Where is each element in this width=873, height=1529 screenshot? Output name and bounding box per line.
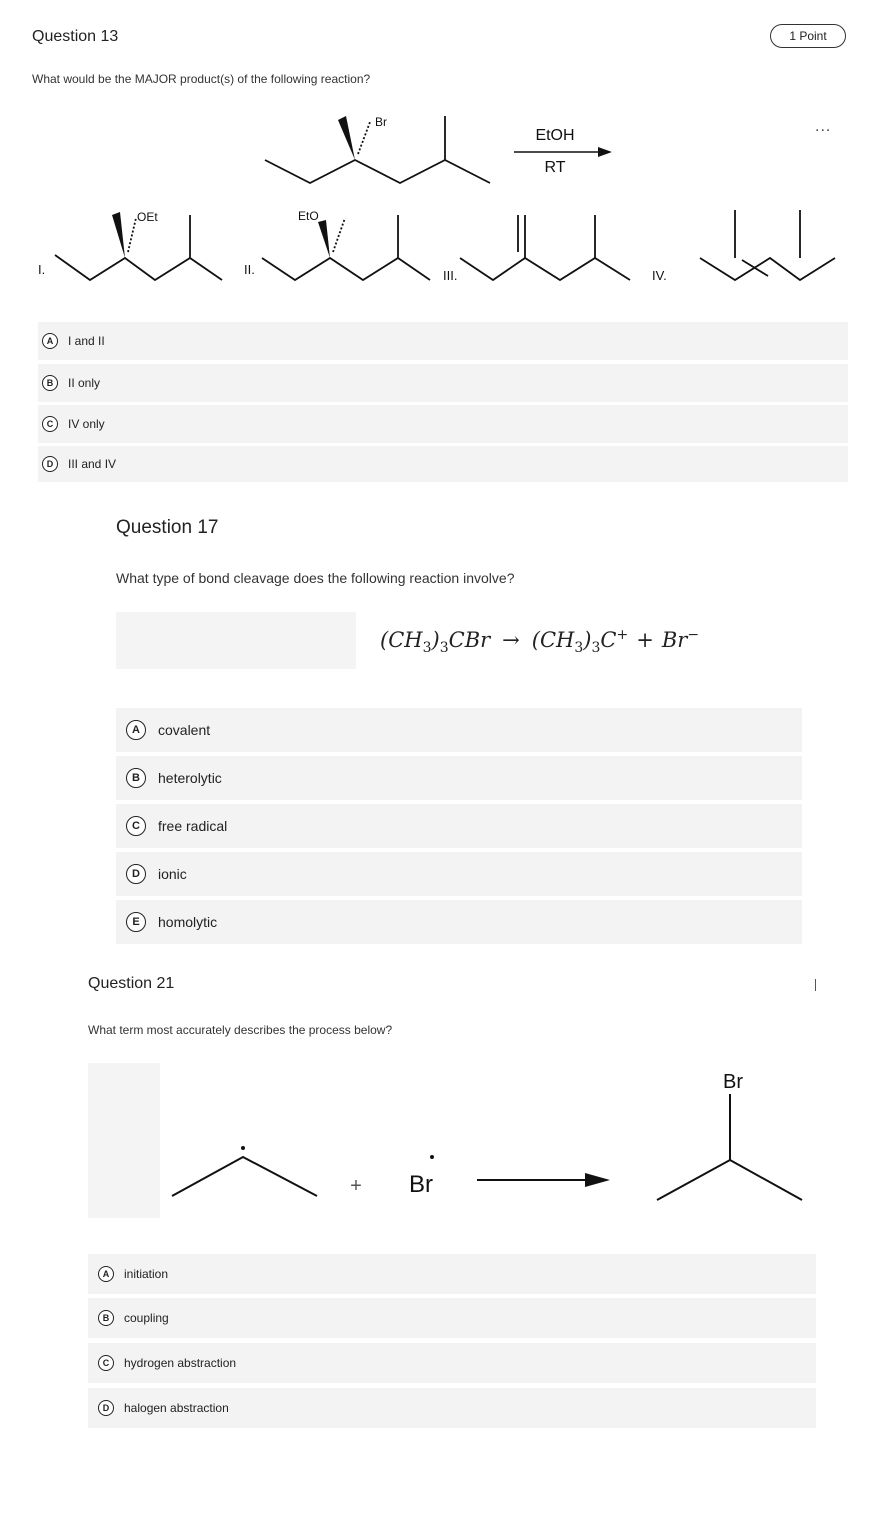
oet-label: OEt xyxy=(137,210,158,224)
q21-option-b[interactable] xyxy=(88,1298,816,1338)
q13-option-a[interactable] xyxy=(38,322,848,360)
q17-option-d[interactable] xyxy=(116,852,802,896)
q13-option-b[interactable] xyxy=(38,364,848,402)
question-21-text: What term most accurately describes the process below? xyxy=(88,1023,393,1037)
product-i-label: I. xyxy=(38,262,46,277)
eq-reactant-tail: CBr xyxy=(448,628,491,652)
more-options-icon[interactable]: ... xyxy=(815,118,832,135)
option-label: heterolytic xyxy=(158,770,222,786)
reagent-rt: RT xyxy=(544,159,566,176)
eq-sub: 3 xyxy=(591,640,601,657)
product-ii-label: II. xyxy=(244,262,255,277)
product-ii xyxy=(262,215,430,280)
option-letter: B xyxy=(42,375,58,391)
eq-plus-charge: + xyxy=(616,627,629,643)
radical-dot xyxy=(241,1146,245,1150)
question-13-title: Question 13 xyxy=(32,28,119,45)
reagent-etoh: EtOH xyxy=(535,127,575,144)
product-iii-label: III. xyxy=(443,268,458,283)
option-label: ionic xyxy=(158,866,187,882)
eq-bromide: Br xyxy=(661,628,688,652)
q21-option-d[interactable] xyxy=(88,1388,816,1428)
option-label: homolytic xyxy=(158,914,218,930)
br-label: Br xyxy=(375,115,387,129)
option-label: hydrogen abstraction xyxy=(124,1356,237,1370)
product-iv-label: IV. xyxy=(652,268,667,283)
bromine-radical: Br xyxy=(409,1171,433,1198)
option-label: I and II xyxy=(68,334,105,348)
product-br-label: Br xyxy=(723,1071,743,1093)
eq-plus: + xyxy=(636,628,654,652)
q17-option-b[interactable] xyxy=(116,756,802,800)
q21-option-a[interactable] xyxy=(88,1254,816,1294)
option-letter: B xyxy=(98,1310,114,1326)
option-letter: D xyxy=(126,864,146,884)
plus-sign: + xyxy=(350,1175,362,1197)
image-placeholder xyxy=(116,612,356,669)
br-radical-dot xyxy=(430,1155,434,1159)
option-label: III and IV xyxy=(68,457,117,471)
eq-cation: C xyxy=(600,628,617,652)
option-label: halogen abstraction xyxy=(124,1401,229,1415)
option-label: IV only xyxy=(68,417,105,431)
reaction-arrow-21 xyxy=(477,1173,610,1187)
option-letter: C xyxy=(126,816,146,836)
option-letter: A xyxy=(42,333,58,349)
eq-reactant-group: (CH xyxy=(380,628,423,652)
question-17-text: What type of bond cleavage does the following reaction involve? xyxy=(116,570,515,586)
eto-label: EtO xyxy=(298,209,319,223)
option-label: coupling xyxy=(124,1311,169,1325)
points-badge: 1 Point xyxy=(770,24,846,48)
question-13-text: What would be the MAJOR product(s) of the following reaction? xyxy=(32,72,371,86)
q13-option-c[interactable] xyxy=(38,405,848,443)
option-label: covalent xyxy=(158,722,211,738)
reaction-arrow xyxy=(514,127,612,176)
question-17-title: Question 17 xyxy=(116,517,219,538)
option-letter: B xyxy=(126,768,146,788)
eq-sub: 3 xyxy=(574,640,584,657)
isopropyl-bromide xyxy=(657,1094,802,1200)
eq-close: ) xyxy=(583,628,592,652)
option-letter: E xyxy=(126,912,146,932)
option-letter: C xyxy=(98,1355,114,1371)
option-label: initiation xyxy=(124,1267,169,1281)
option-letter: C xyxy=(42,416,58,432)
isopropyl-radical xyxy=(172,1157,317,1196)
eq-close: ) xyxy=(431,628,440,652)
product-iv xyxy=(700,210,835,280)
q13-option-d[interactable] xyxy=(38,446,848,482)
eq-sub: 3 xyxy=(439,640,449,657)
eq-minus-charge: − xyxy=(687,627,700,643)
option-letter: D xyxy=(42,456,58,472)
eq-product-group: (CH xyxy=(531,628,575,652)
option-label: free radical xyxy=(158,818,228,834)
question-21-title: Question 21 xyxy=(88,975,175,992)
q17-option-c[interactable] xyxy=(116,804,802,848)
reaction-equation xyxy=(380,627,699,656)
eq-sub: 3 xyxy=(422,640,432,657)
q17-option-a[interactable] xyxy=(116,708,802,752)
radical-reaction-scheme xyxy=(0,1060,873,1220)
reaction-scheme-13 xyxy=(0,100,873,300)
option-letter: A xyxy=(126,720,146,740)
q21-option-c[interactable] xyxy=(88,1343,816,1383)
eq-arrow: → xyxy=(502,628,520,652)
option-label: II only xyxy=(68,376,101,390)
option-letter: A xyxy=(98,1266,114,1282)
product-iii xyxy=(460,215,630,280)
q17-option-e[interactable] xyxy=(116,900,802,944)
option-letter: D xyxy=(98,1400,114,1416)
scrollbar-indicator[interactable] xyxy=(815,979,816,991)
